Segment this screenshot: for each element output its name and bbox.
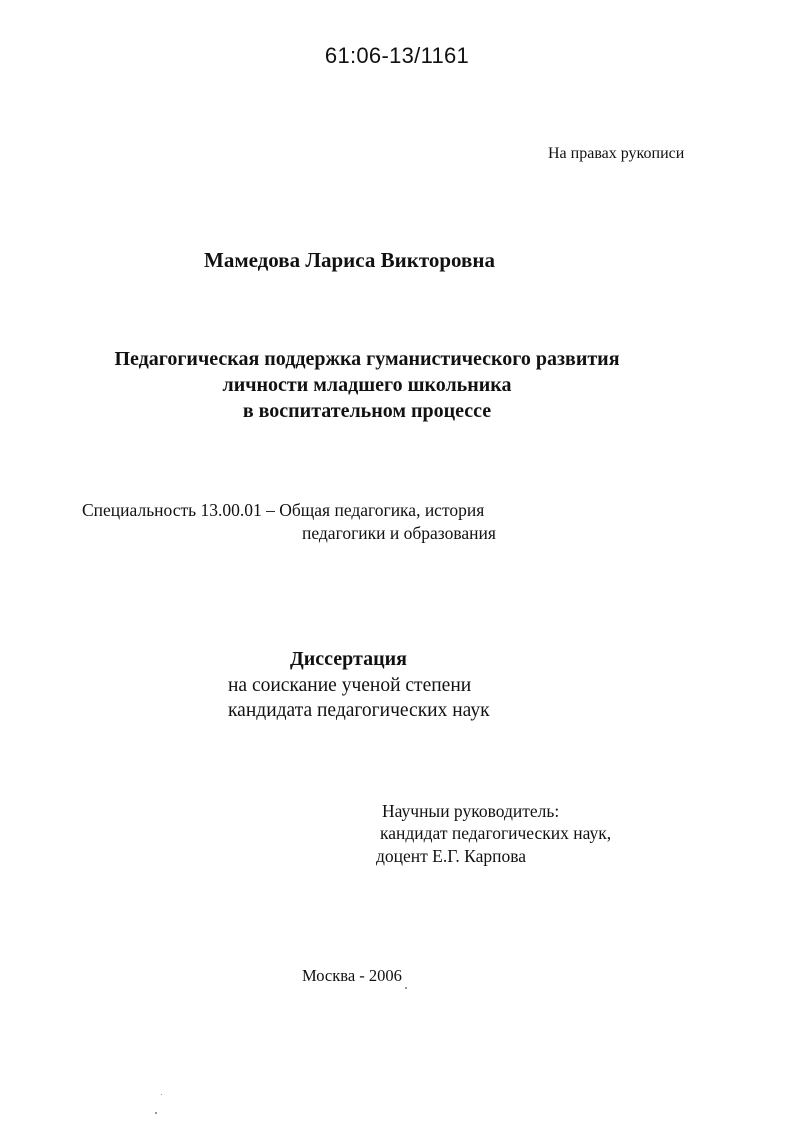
supervisor-degree: кандидат педагогических наук, bbox=[380, 823, 612, 843]
rights-note: На правах рукописи bbox=[548, 145, 685, 162]
supervisor-name: доцент Е.Г. Карпова bbox=[376, 846, 527, 866]
supervisor-label: Научныи руководитель: bbox=[382, 801, 560, 821]
city-year: Москва - 2006 bbox=[302, 966, 402, 985]
author-name: Мамедова Лариса Викторовна bbox=[204, 248, 495, 272]
dissertation-title bbox=[0, 346, 734, 424]
title-line: Педагогическая поддержка гуманистического развития bbox=[114, 348, 620, 370]
scan-speck bbox=[161, 1094, 162, 1095]
dissertation-heading: Диссертация bbox=[290, 648, 407, 670]
title-line: личности младшего школьника bbox=[222, 374, 512, 396]
degree-line-1: на соискание ученой степени bbox=[228, 675, 472, 696]
degree-line-2: кандидата педагогических наук bbox=[228, 700, 490, 721]
specialty-line-2: педагогики и образования bbox=[302, 523, 496, 543]
specialty-line-1: Специальность 13.00.01 – Общая педагогика, история bbox=[82, 500, 485, 520]
title-line: в воспитательном процессе bbox=[242, 400, 492, 422]
catalog-code: 61:06-13/1161 bbox=[324, 43, 470, 68]
scan-speck bbox=[405, 987, 407, 989]
scan-speck bbox=[155, 1112, 157, 1114]
